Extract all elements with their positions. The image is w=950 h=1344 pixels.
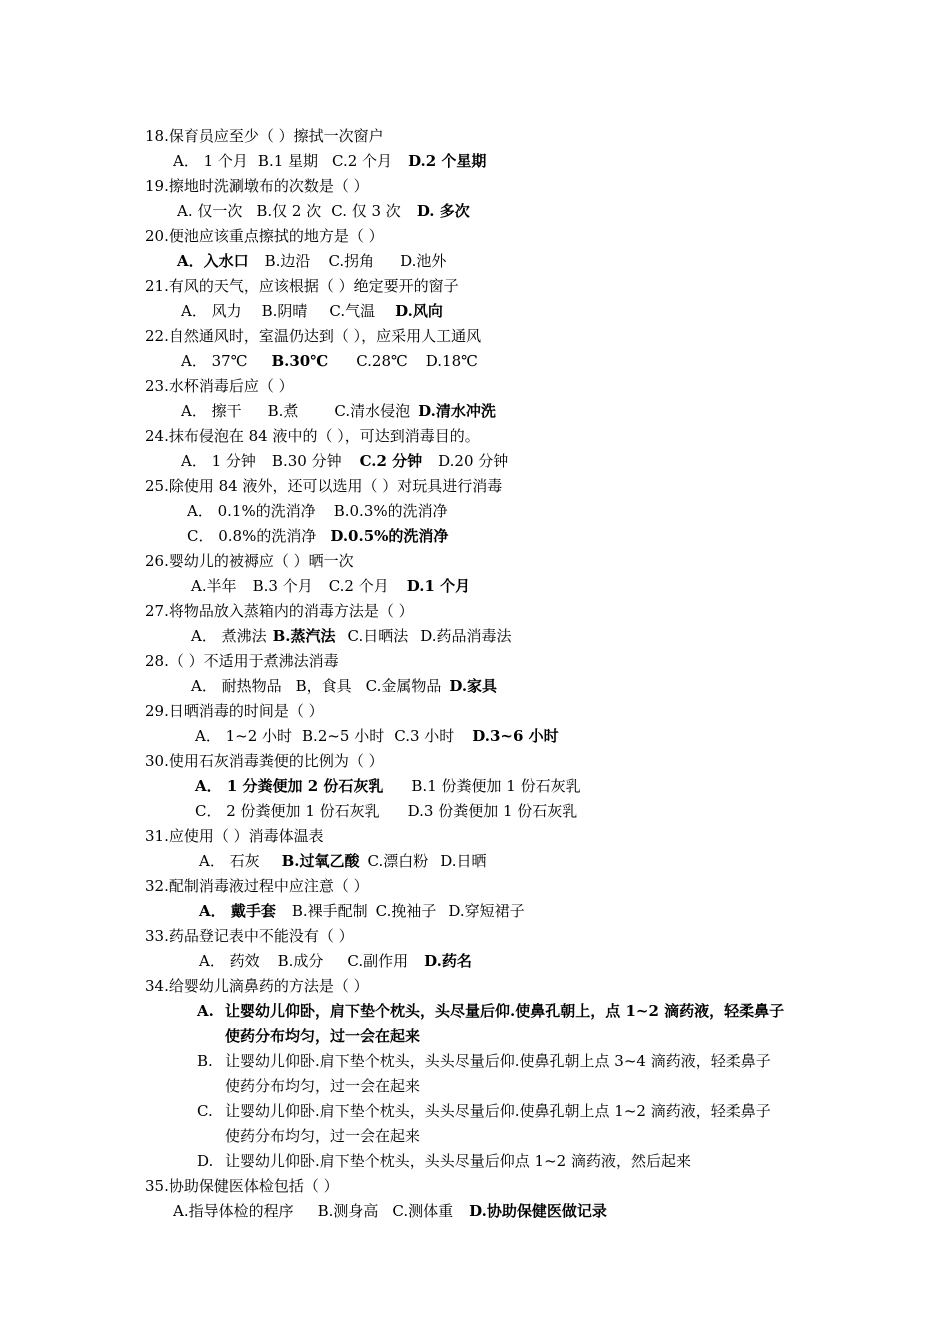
option-label: B. xyxy=(197,1052,213,1070)
option: A． 1 个月 xyxy=(173,152,248,170)
correct-option: A．入水口 xyxy=(177,252,249,270)
correct-option: C.2 分钟 xyxy=(359,452,423,470)
option-text: 让婴幼儿仰卧.肩下垫个枕头，头头尽量后仰点 1~2 滴药液，然后起来 xyxy=(225,1152,691,1170)
option-text: 让婴幼儿仰卧.肩下垫个枕头，头头尽量后仰.使鼻孔朝上点 3~4 滴药液，轻柔鼻子 xyxy=(225,1052,771,1070)
option: D.穿短裙子 xyxy=(448,902,525,920)
option: B.阴晴 xyxy=(261,302,308,320)
option: B.测身高 xyxy=(317,1202,379,1220)
option: A． 耐热物品 xyxy=(191,677,282,695)
option-row xyxy=(145,849,825,874)
question-stem: 20.便池应该重点擦拭的地方是（ ） xyxy=(145,227,384,245)
question-stem: 26.婴幼儿的被褥应（ ）晒一次 xyxy=(145,552,354,570)
option: C.副作用 xyxy=(347,952,409,970)
question-stem: 35.协助保健医体检包括（ ） xyxy=(145,1177,339,1195)
question-stem: 31.应使用（ ）消毒体温表 xyxy=(145,827,324,845)
option-row xyxy=(145,799,825,824)
correct-option xyxy=(145,999,825,1024)
option: D.日晒 xyxy=(440,852,487,870)
option: D.池外 xyxy=(400,252,447,270)
option-row xyxy=(145,499,825,524)
option: B.0.3%的洗消净 xyxy=(333,502,448,520)
option-label: A. xyxy=(197,1002,214,1020)
option-row xyxy=(145,574,825,599)
question-stem: 32.配制消毒液过程中应注意（ ） xyxy=(145,877,369,895)
option-row xyxy=(145,899,825,924)
option-row xyxy=(145,349,825,374)
option: B.边沿 xyxy=(264,252,311,270)
correct-option: D.药名 xyxy=(424,952,472,970)
option-row xyxy=(145,624,825,649)
correct-option: B.蒸汽法 xyxy=(272,627,336,645)
question-stem: 25.除使用 84 液外，还可以选用（ ）对玩具进行消毒 xyxy=(145,477,503,495)
correct-option: B.30℃ xyxy=(271,352,329,370)
option-row xyxy=(145,949,825,974)
option: C.日晒法 xyxy=(347,627,409,645)
option-row xyxy=(145,249,825,274)
option: B.煮 xyxy=(267,402,299,420)
option: C.漂白粉 xyxy=(367,852,429,870)
option: B.30 分钟 xyxy=(271,452,342,470)
option-row xyxy=(145,724,825,749)
option: A． 1~2 小时 xyxy=(195,727,293,745)
option-row xyxy=(145,774,825,799)
option: C.测体重 xyxy=(392,1202,454,1220)
correct-option: D.风向 xyxy=(395,302,443,320)
option: D.18℃ xyxy=(425,352,478,370)
option: B.1 份粪便加 1 份石灰乳 xyxy=(411,777,581,795)
option: A． 1 分钟 xyxy=(181,452,256,470)
correct-option: D.2 个星期 xyxy=(408,152,487,170)
option: D.3 份粪便加 1 份石灰乳 xyxy=(407,802,578,820)
option: C.金属物品 xyxy=(365,677,442,695)
option: B.2~5 小时 xyxy=(302,727,385,745)
question-stem: 29.日晒消毒的时间是（ ） xyxy=(145,702,324,720)
option: A． 风力 xyxy=(181,302,242,320)
option-row xyxy=(145,299,825,324)
option: B.3 个月 xyxy=(252,577,313,595)
option xyxy=(145,1049,825,1074)
option-row xyxy=(145,524,825,549)
option: B，食具 xyxy=(295,677,352,695)
option-row xyxy=(145,449,825,474)
question-stem: 33.药品登记表中不能没有（ ） xyxy=(145,927,354,945)
question-stem: 22.自然通风时，室温仍达到（ ），应采用人工通风 xyxy=(145,327,482,345)
option: A. 仅一次 xyxy=(177,202,243,220)
option: A． 37℃ xyxy=(181,352,248,370)
option-text: 让婴幼儿仰卧，肩下垫个枕头，头尽量后仰.使鼻孔朝上，点 1~2 滴药液，轻柔鼻子 xyxy=(225,1002,785,1020)
option: A． 0.1%的洗消净 xyxy=(187,502,316,520)
option: A． 擦干 xyxy=(181,402,242,420)
option-row xyxy=(145,149,825,174)
option: C.拐角 xyxy=(328,252,375,270)
question-stem: 27.将物品放入蒸箱内的消毒方法是（ ） xyxy=(145,602,414,620)
option: D.20 分钟 xyxy=(438,452,509,470)
option: A.指导体检的程序 xyxy=(173,1202,294,1220)
option: C.2 个月 xyxy=(332,152,393,170)
option-label: D. xyxy=(197,1152,214,1170)
option-continuation: 使药分布均匀，过一会在起来 xyxy=(225,1077,421,1095)
option-text: 让婴幼儿仰卧.肩下垫个枕头，头头尽量后仰.使鼻孔朝上点 1~2 滴药液，轻柔鼻子 xyxy=(225,1102,771,1120)
option: C.3 小时 xyxy=(394,727,455,745)
question-stem: 18.保育员应至少（ ）擦拭一次窗户 xyxy=(145,127,384,145)
option: C.清水侵泡 xyxy=(334,402,411,420)
option: C.挽袖子 xyxy=(375,902,437,920)
question-stem: 28.（ ）不适用于煮沸法消毒 xyxy=(145,652,339,670)
option-row xyxy=(145,674,825,699)
option: B.仅 2 次 xyxy=(256,202,322,220)
option xyxy=(145,1099,825,1124)
correct-option: D.协助保健医做记录 xyxy=(469,1202,607,1220)
option-continuation: 使药分布均匀，过一会在起来 xyxy=(225,1027,421,1045)
question-stem: 34.给婴幼儿滴鼻药的方法是（ ） xyxy=(145,977,369,995)
correct-option: B.过氧乙酸 xyxy=(281,852,360,870)
option: A． 石灰 xyxy=(199,852,260,870)
option-continuation: 使药分布均匀，过一会在起来 xyxy=(225,1127,421,1145)
option: A.半年 xyxy=(191,577,237,595)
option xyxy=(145,1149,825,1174)
option-row xyxy=(145,199,825,224)
correct-option: D.1 个月 xyxy=(406,577,471,595)
option: B.裸手配制 xyxy=(291,902,368,920)
option: C. 仅 3 次 xyxy=(331,202,401,220)
correct-option: A． 1 分粪便加 2 份石灰乳 xyxy=(195,777,384,795)
option: C.气温 xyxy=(329,302,376,320)
option-row xyxy=(145,1199,825,1224)
option-label: C. xyxy=(197,1102,213,1120)
option-row xyxy=(145,399,825,424)
correct-option: D.3~6 小时 xyxy=(472,727,559,745)
question-list xyxy=(145,124,825,1224)
option: A． 煮沸法 xyxy=(191,627,267,645)
option: D.药品消毒法 xyxy=(420,627,512,645)
question-stem: 23.水杯消毒后应（ ） xyxy=(145,377,294,395)
option: B.成分 xyxy=(277,952,324,970)
correct-option: A． 戴手套 xyxy=(199,902,276,920)
correct-option: D.家具 xyxy=(449,677,498,695)
question-stem: 21.有风的天气，应该根据（ ）绝定要开的窗子 xyxy=(145,277,459,295)
option: C.28℃ xyxy=(356,352,408,370)
correct-option: D.清水冲洗 xyxy=(418,402,496,420)
correct-option: D.0.5%的洗消净 xyxy=(330,527,449,545)
question-stem: 24.抹布侵泡在 84 液中的（ ），可达到消毒目的。 xyxy=(145,427,480,445)
correct-option: D. 多次 xyxy=(416,202,470,220)
option: B.1 星期 xyxy=(257,152,319,170)
option: A． 药效 xyxy=(199,952,260,970)
option: C.2 个月 xyxy=(328,577,389,595)
option: C． 0.8%的洗消净 xyxy=(187,527,317,545)
question-stem: 19.擦地时洗涮墩布的次数是（ ） xyxy=(145,177,369,195)
option: C． 2 份粪便加 1 份石灰乳 xyxy=(195,802,380,820)
question-stem: 30.使用石灰消毒粪便的比例为（ ） xyxy=(145,752,384,770)
